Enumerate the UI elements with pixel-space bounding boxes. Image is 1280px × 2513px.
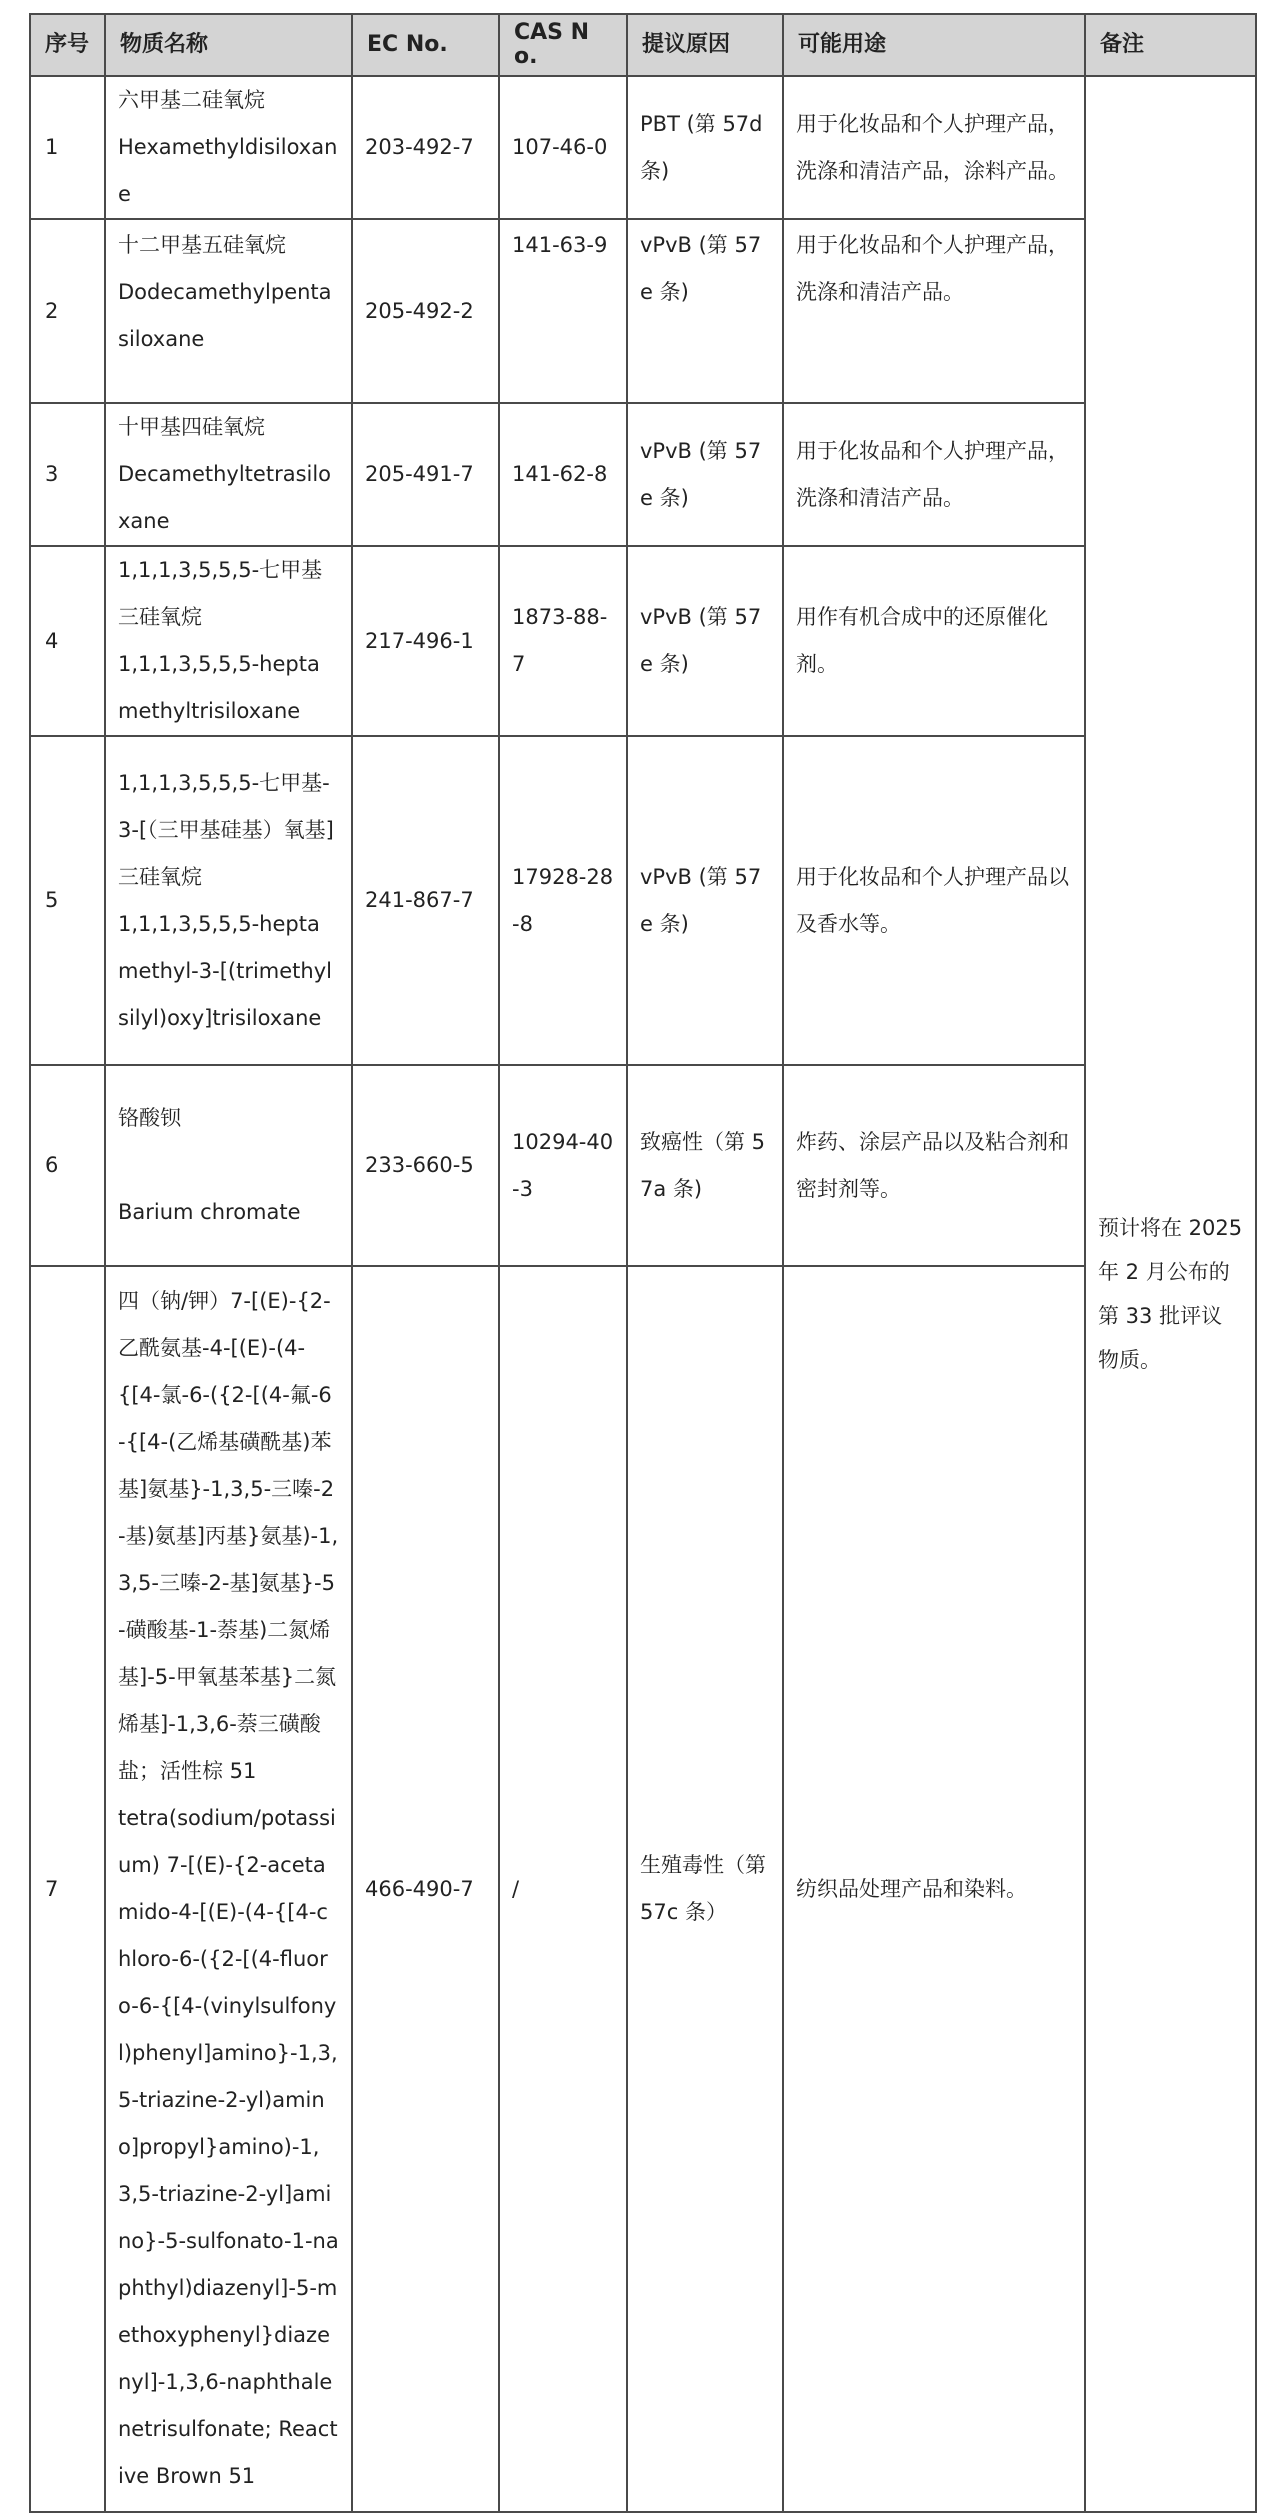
cell-cas: 141-62-8 bbox=[499, 403, 627, 546]
cell-name bbox=[105, 1065, 352, 1266]
cell-use: 用于化妆品和个人护理产品，洗涤和清洁产品。 bbox=[783, 219, 1085, 403]
cell-ec: 205-491-7 bbox=[352, 403, 499, 546]
name-en: Decamethyltetrasiloxane bbox=[118, 462, 332, 533]
name-spacer bbox=[118, 1142, 339, 1189]
cell-ec: 233-660-5 bbox=[352, 1065, 499, 1266]
cell-use: 用于化妆品和个人护理产品，洗涤和清洁产品，涂料产品。 bbox=[783, 76, 1085, 219]
header-name: 物质名称 bbox=[105, 14, 352, 76]
cell-ec: 205-492-2 bbox=[352, 219, 499, 403]
cell-note: 预计将在 2025 年 2 月公布的第 33 批评议物质。 bbox=[1085, 76, 1256, 2512]
cell-no: 7 bbox=[30, 1266, 105, 2512]
cell-cas: 17928-28-8 bbox=[499, 736, 627, 1065]
table-row bbox=[30, 1065, 1256, 1266]
name-cn: 1,1,1,3,5,5,5-七甲基三硅氧烷 bbox=[118, 558, 323, 629]
table-row bbox=[30, 546, 1256, 736]
cell-use: 用于化妆品和个人护理产品以及香水等。 bbox=[783, 736, 1085, 1065]
cell-ec: 217-496-1 bbox=[352, 546, 499, 736]
header-use: 可能用途 bbox=[783, 14, 1085, 76]
table-row bbox=[30, 736, 1256, 1065]
cell-reason: PBT (第 57d 条) bbox=[627, 76, 783, 219]
table-row bbox=[30, 403, 1256, 546]
cell-no: 6 bbox=[30, 1065, 105, 1266]
cell-name bbox=[105, 403, 352, 546]
name-en: 1,1,1,3,5,5,5-heptamethyltrisiloxane bbox=[118, 652, 320, 723]
cell-name bbox=[105, 736, 352, 1065]
cell-name bbox=[105, 1266, 352, 2512]
cell-name bbox=[105, 219, 352, 403]
cell-cas: 107-46-0 bbox=[499, 76, 627, 219]
name-en: tetra(sodium/potassium) 7-[(E)-{2-acetamido-4-[(E)-(4-{[4-chloro-6-({2-[(4-fluoro-6-{[4-(vinylsulfonyl)phenyl]amino}-1,3,5-triazine-2-yl)amino]propyl}amino)-1,3,5-triazine-2-yl]amino}-5-sulfonato-1-naphthyl)diazenyl]-5-methoxyphenyl}diazenyl]-1,3,6-naphthalenetrisulfonate; Reactive Brown 51 bbox=[118, 1806, 339, 2488]
cell-no: 4 bbox=[30, 546, 105, 736]
cell-ec: 203-492-7 bbox=[352, 76, 499, 219]
header-reason: 提议原因 bbox=[627, 14, 783, 76]
cell-no: 2 bbox=[30, 219, 105, 403]
cell-no: 3 bbox=[30, 403, 105, 546]
cell-cas: / bbox=[499, 1266, 627, 2512]
name-cn: 1,1,1,3,5,5,5-七甲基-3-[（三甲基硅基）氧基]三硅氧烷 bbox=[118, 770, 334, 889]
cell-use: 炸药、涂层产品以及粘合剂和密封剂等。 bbox=[783, 1065, 1085, 1266]
name-cn: 四（钠/钾）7-[(E)-{2-乙酰氨基-4-[(E)-(4-{[4-氯-6-({2-[(4-氟-6-{[4-(乙烯基磺酰基)苯基]氨基}-1,3,5-三嗪-2-基)氨基]丙基}氨基)-1,3,5-三嗪-2-基]氨基}-5-磺酸基-1-萘基)二氮烯基]-5-甲氧基苯基}二氮烯基]-1,3,6-萘三磺酸盐；活性棕 51 bbox=[118, 1289, 339, 1783]
cell-reason: vPvB (第 57e 条) bbox=[627, 736, 783, 1065]
cell-use: 用于化妆品和个人护理产品，洗涤和清洁产品。 bbox=[783, 403, 1085, 546]
header-row bbox=[30, 14, 1256, 76]
cell-name bbox=[105, 546, 352, 736]
cell-reason: vPvB (第 57e 条) bbox=[627, 546, 783, 736]
header-note: 备注 bbox=[1085, 14, 1256, 76]
cell-reason: vPvB (第 57e 条) bbox=[627, 403, 783, 546]
cell-use: 纺织品处理产品和染料。 bbox=[783, 1266, 1085, 2512]
name-cn: 铬酸钡 bbox=[118, 1106, 181, 1130]
cell-reason: 生殖毒性（第 57c 条） bbox=[627, 1266, 783, 2512]
name-cn: 十二甲基五硅氧烷 bbox=[118, 233, 286, 257]
cell-ec: 466-490-7 bbox=[352, 1266, 499, 2512]
table-row bbox=[30, 219, 1256, 403]
table-row bbox=[30, 76, 1256, 219]
header-ec: EC No. bbox=[352, 14, 499, 76]
cell-cas: 10294-40-3 bbox=[499, 1065, 627, 1266]
cell-reason: vPvB (第 57e 条) bbox=[627, 219, 783, 403]
cell-no: 1 bbox=[30, 76, 105, 219]
cell-ec: 241-867-7 bbox=[352, 736, 499, 1065]
cell-cas: 141-63-9 bbox=[499, 219, 627, 403]
name-en: 1,1,1,3,5,5,5-heptamethyl-3-[(trimethylsilyl)oxy]trisiloxane bbox=[118, 911, 332, 1030]
cell-reason: 致癌性（第 57a 条) bbox=[627, 1065, 783, 1266]
header-cas: CAS No. bbox=[499, 14, 627, 76]
table-row bbox=[30, 1266, 1256, 2512]
name-cn: 十甲基四硅氧烷 bbox=[118, 415, 265, 439]
cell-use: 用作有机合成中的还原催化剂。 bbox=[783, 546, 1085, 736]
name-en: Hexamethyldisiloxane bbox=[118, 135, 338, 206]
name-en: Barium chromate bbox=[118, 1200, 301, 1224]
name-cn: 六甲基二硅氧烷 bbox=[118, 88, 265, 112]
name-en: Dodecamethylpentasiloxane bbox=[118, 280, 332, 351]
cell-cas: 1873-88-7 bbox=[499, 546, 627, 736]
cell-name bbox=[105, 76, 352, 219]
header-no: 序号 bbox=[30, 14, 105, 76]
cell-no: 5 bbox=[30, 736, 105, 1065]
substance-table bbox=[29, 13, 1257, 2513]
